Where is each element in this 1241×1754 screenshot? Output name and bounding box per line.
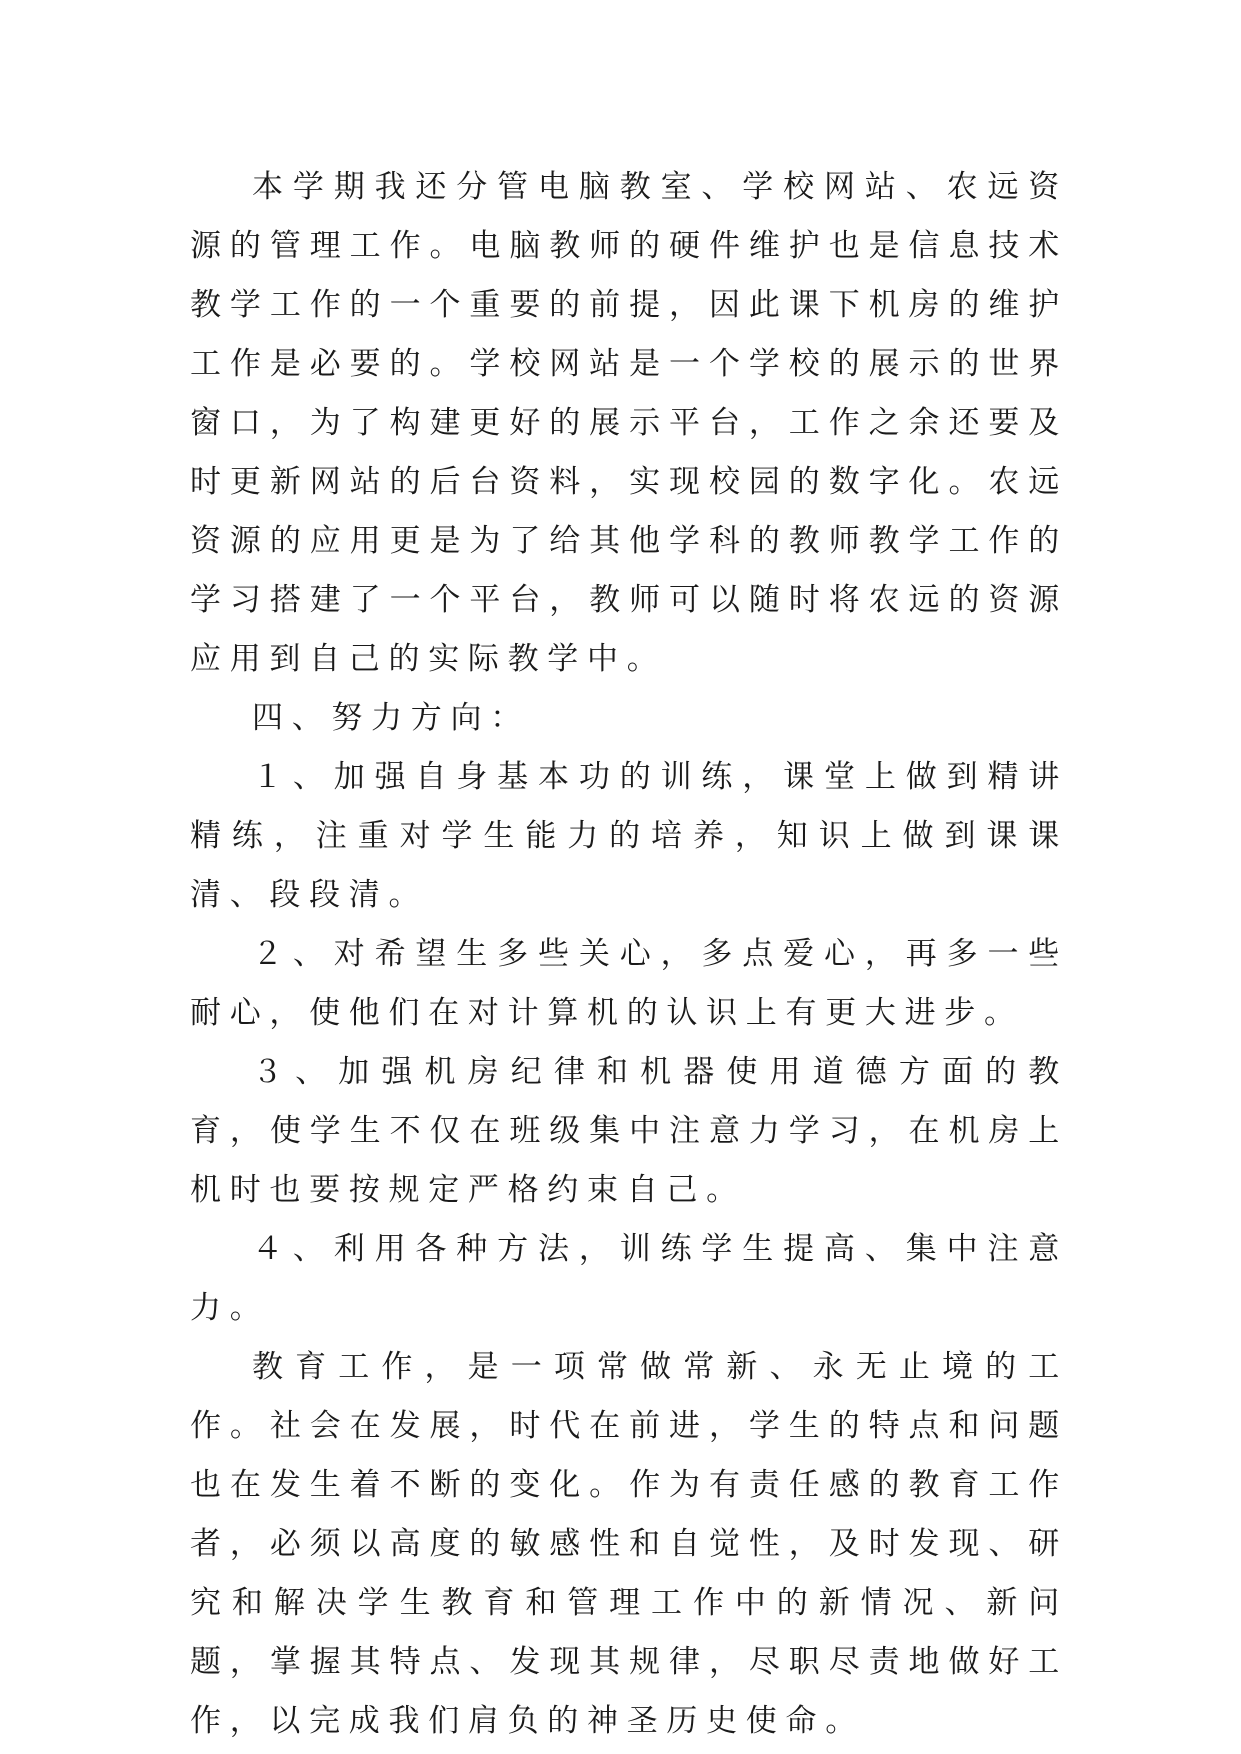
paragraph-computer-room-management: 本学期我还分管电脑教室、学校网站、农远资源的管理工作。电脑教师的硬件维护也是信息技术教学工作的一个重要的前提，因此课下机房的维护工作是必要的。学校网站是一个学校的展示的世界窗口，为了构建更好的展示平台，工作之余还要及时更新网站的后台资料，实现校园的数字化。农远资源的应用更是为了给其他学科的教师教学工作的学习搭建了一个平台，教师可以随时将农远的资源应用到自己的实际教学中。	[190, 169, 1068, 677]
list-item-3: ３、加强机房纪律和机器使用道德方面的教育，使学生不仅在班级集中注意力学习，在机房上机时也要按规定严格约束自己。	[190, 1054, 1068, 1208]
list-item-1: １、加强自身基本功的训练，课堂上做到精讲精练，注重对学生能力的培养，知识上做到课课清、段段清。	[190, 759, 1068, 913]
paragraph-conclusion: 教育工作，是一项常做常新、永无止境的工作。社会在发展，时代在前进，学生的特点和问题也在发生着不断的变化。作为有责任感的教育工作者，必须以高度的敏感性和自觉性，及时发现、研究和解决学生教育和管理工作中的新情况、新问题，掌握其特点、发现其规律，尽职尽责地做好工作，以完成我们肩负的神圣历史使命。	[190, 1349, 1068, 1739]
list-item-4: ４、利用各种方法，训练学生提高、集中注意力。	[190, 1231, 1068, 1326]
section-heading-improvement-direction: 四、努力方向：	[252, 700, 530, 736]
list-item-2: ２、对希望生多些关心，多点爱心，再多一些耐心，使他们在对计算机的认识上有更大进步。	[190, 936, 1068, 1031]
document-body	[190, 158, 1068, 1751]
